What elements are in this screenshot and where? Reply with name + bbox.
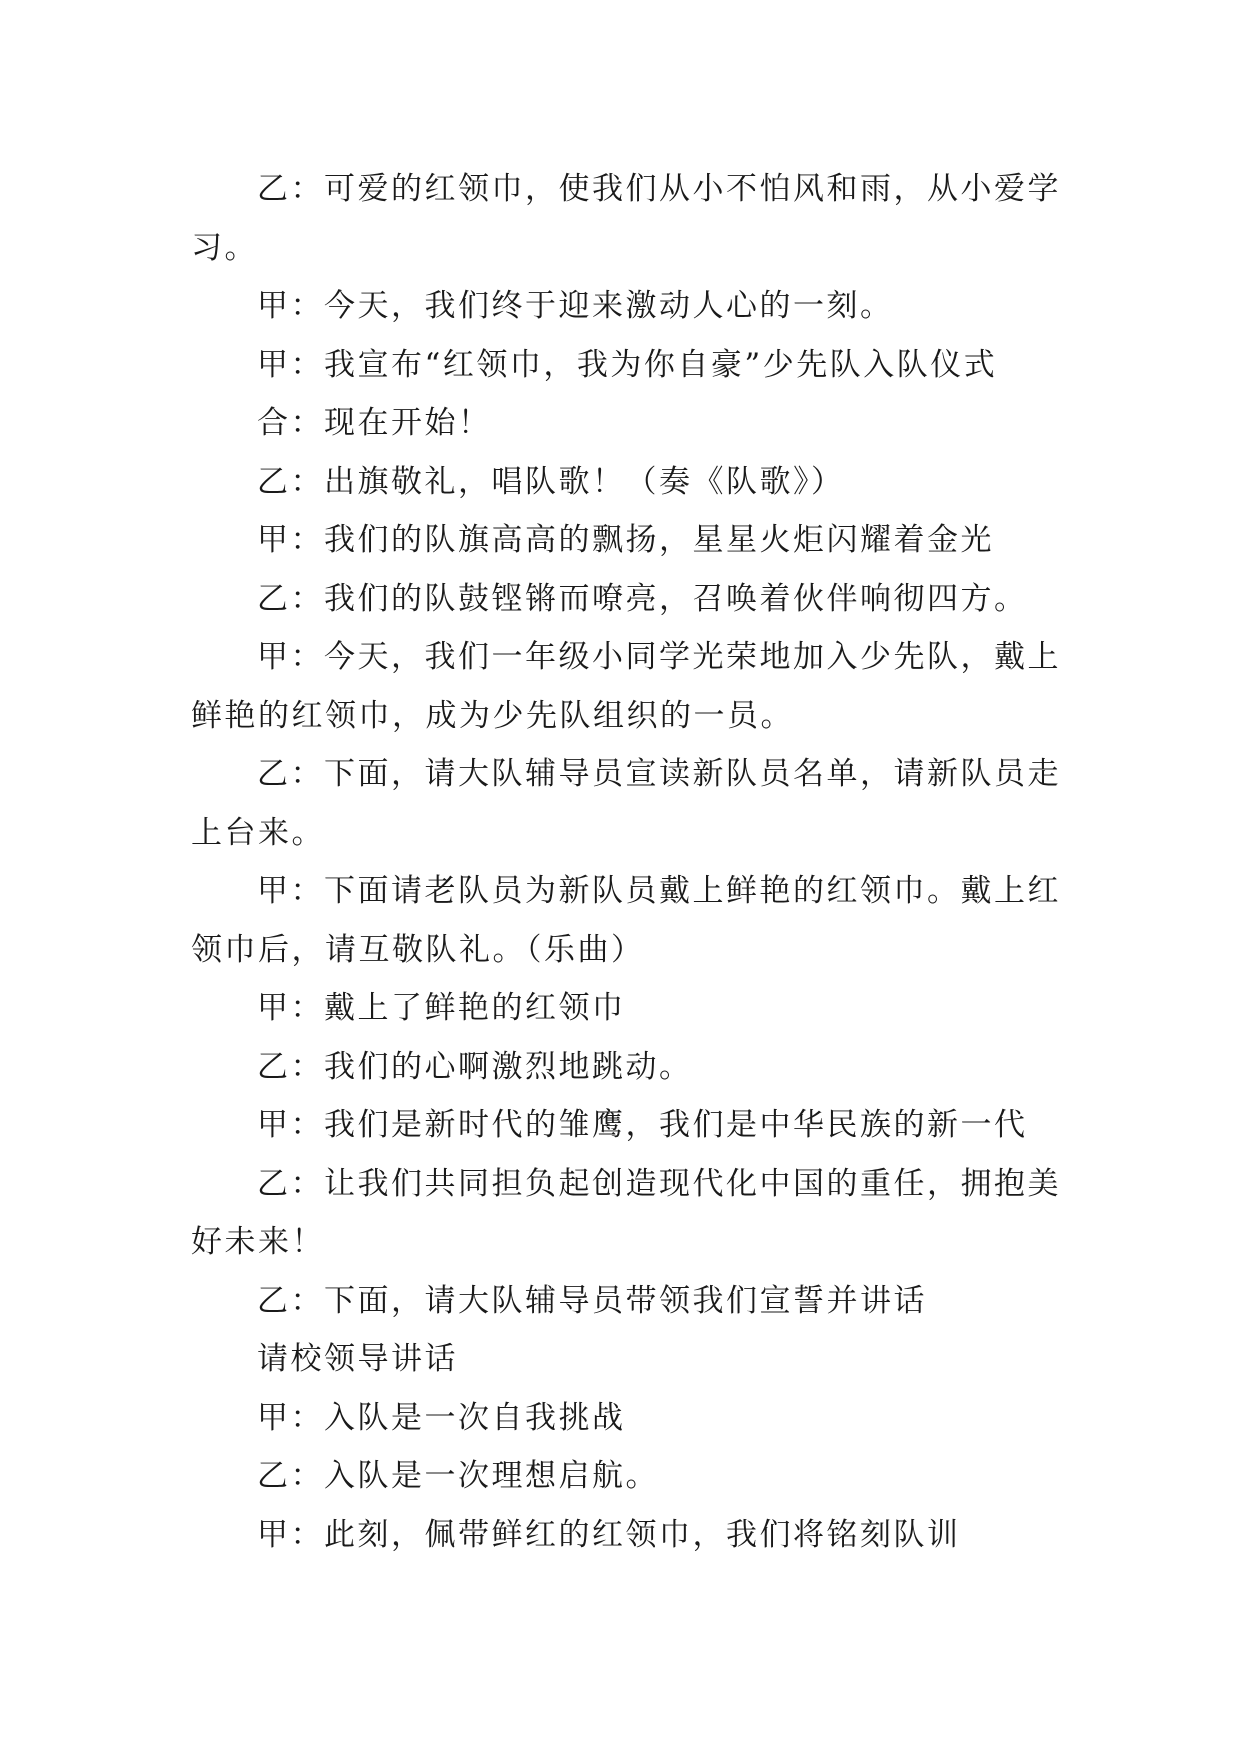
paragraph: 乙：我们的队鼓铿锵而嘹亮，召唤着伙伴响彻四方。: [257, 580, 1028, 617]
paragraph: 乙：出旗敬礼，唱队歌！（奏《队歌》）: [257, 463, 845, 500]
paragraph: 乙：让我们共同担负起创造现代化中国的重任，拥抱美好未来！: [191, 1165, 1061, 1260]
paragraph: 甲：下面请老队员为新队员戴上鲜艳的红领巾。戴上红领巾后，请互敬队礼。（乐曲）: [191, 873, 1061, 968]
paragraph: 甲：我宣布“红领巾，我为你自豪”少先队入队仪式: [257, 346, 998, 383]
paragraph: 乙：入队是一次理想启航。: [257, 1458, 659, 1494]
paragraph: 乙：可爱的红领巾，使我们从小不怕风和雨，从小爱学习。: [191, 171, 1061, 266]
paragraph: 乙：下面，请大队辅导员宣读新队员名单，请新队员走上台来。: [191, 756, 1061, 851]
paragraph: 甲：我们是新时代的雏鹰，我们是中华民族的新一代: [257, 1107, 1028, 1143]
paragraph: 甲：戴上了鲜艳的红领巾: [257, 990, 626, 1026]
paragraph: 甲：今天，我们一年级小同学光荣地加入少先队，戴上鲜艳的红领巾，成为少先队组织的一员。: [191, 639, 1061, 734]
paragraph: 甲：入队是一次自我挑战: [257, 1399, 626, 1436]
paragraph: 合：现在开始！: [257, 405, 492, 441]
paragraph: 甲：我们的队旗高高的飘扬，星星火炬闪耀着金光: [257, 522, 994, 558]
paragraph: 甲：此刻，佩带鲜红的红领巾，我们将铭刻队训: [257, 1516, 961, 1553]
paragraph: 乙：下面，请大队辅导员带领我们宣誓并讲话: [257, 1282, 927, 1319]
document-body: [191, 160, 1061, 1564]
paragraph: 请校领导讲话: [257, 1341, 458, 1377]
paragraph: 乙：我们的心啊激烈地跳动。: [257, 1048, 693, 1085]
paragraph: 甲：今天，我们终于迎来激动人心的一刻。: [257, 288, 894, 324]
